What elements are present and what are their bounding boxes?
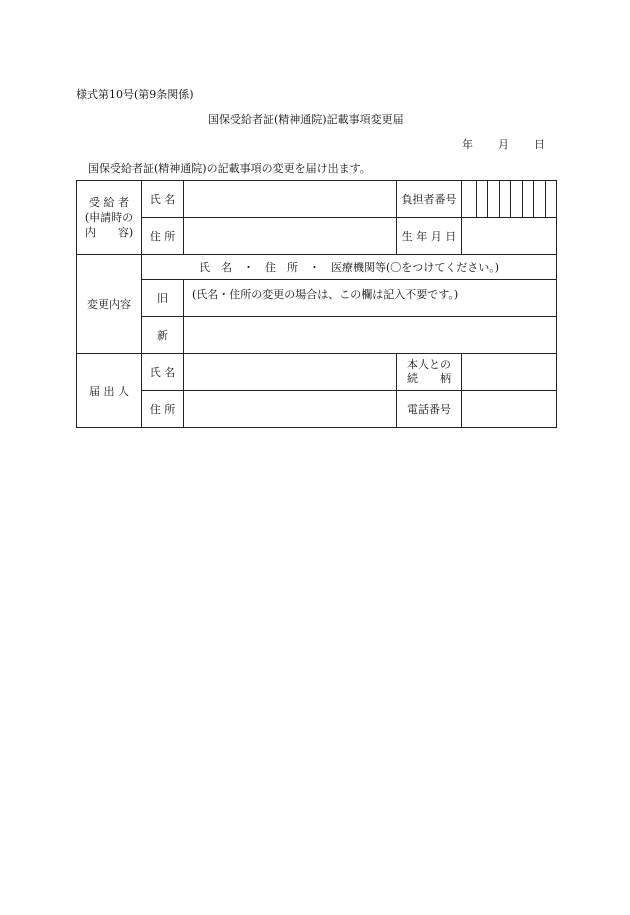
birthdate-label: 生 年 月 日 [397,218,462,255]
payer-number-label: 負担者番号 [397,181,462,218]
recipient-label-line1: 受 給 者 [89,196,129,209]
relation-field[interactable] [462,354,557,391]
payer-digit-box[interactable] [545,181,556,217]
change-options[interactable]: 氏 名 ・ 住 所 ・ 医療機関等(〇をつけてください。) [142,255,557,280]
payer-digit-box[interactable] [533,181,544,217]
payer-digit-box[interactable] [510,181,521,217]
relation-label-line1: 本人との [407,358,451,371]
date-year-label: 年 [462,138,473,151]
change-old-label: 旧 [142,280,184,317]
recipient-address-label: 住 所 [142,218,184,255]
relation-label-line2: 続 柄 [407,372,451,385]
change-old-note: (氏名・住所の変更の場合は、この欄は記入不要です。) [192,288,459,301]
payer-digit-box[interactable] [522,181,533,217]
recipient-name-label: 氏 名 [142,181,184,218]
date-month-label: 月 [498,138,509,151]
recipient-section-label [77,181,142,255]
date-day-label: 日 [534,138,545,151]
form-title: 国保受給者証(精神通院)記載事項変更届 [208,113,404,126]
recipient-label-line2: (申請時の [84,211,134,224]
birthdate-field[interactable] [462,218,557,255]
payer-digit-box[interactable] [487,181,498,217]
payer-digit-box[interactable] [499,181,510,217]
payer-digit-box[interactable] [477,181,487,217]
change-section-label: 変更内容 [77,255,142,354]
phone-label: 電話番号 [397,391,462,428]
applicant-address-field[interactable] [184,391,397,428]
phone-field[interactable] [462,391,557,428]
applicant-section-label: 届 出 人 [77,354,142,428]
change-old-field[interactable] [184,280,557,317]
recipient-address-field[interactable] [184,218,397,255]
relation-label [397,354,462,391]
applicant-address-label: 住 所 [142,391,184,428]
applicant-name-field[interactable] [184,354,397,391]
intro-text: 国保受給者証(精神通院)の記載事項の変更を届け出ます。 [88,162,371,175]
change-new-field[interactable] [184,317,557,354]
applicant-name-label: 氏 名 [142,354,184,391]
change-new-label: 新 [142,317,184,354]
recipient-label-line3: 内 容) [84,226,134,239]
payer-number-field[interactable] [462,181,557,218]
recipient-name-field[interactable] [184,181,397,218]
form-number: 様式第10号(第9条関係) [76,88,194,101]
form-table [76,180,557,428]
